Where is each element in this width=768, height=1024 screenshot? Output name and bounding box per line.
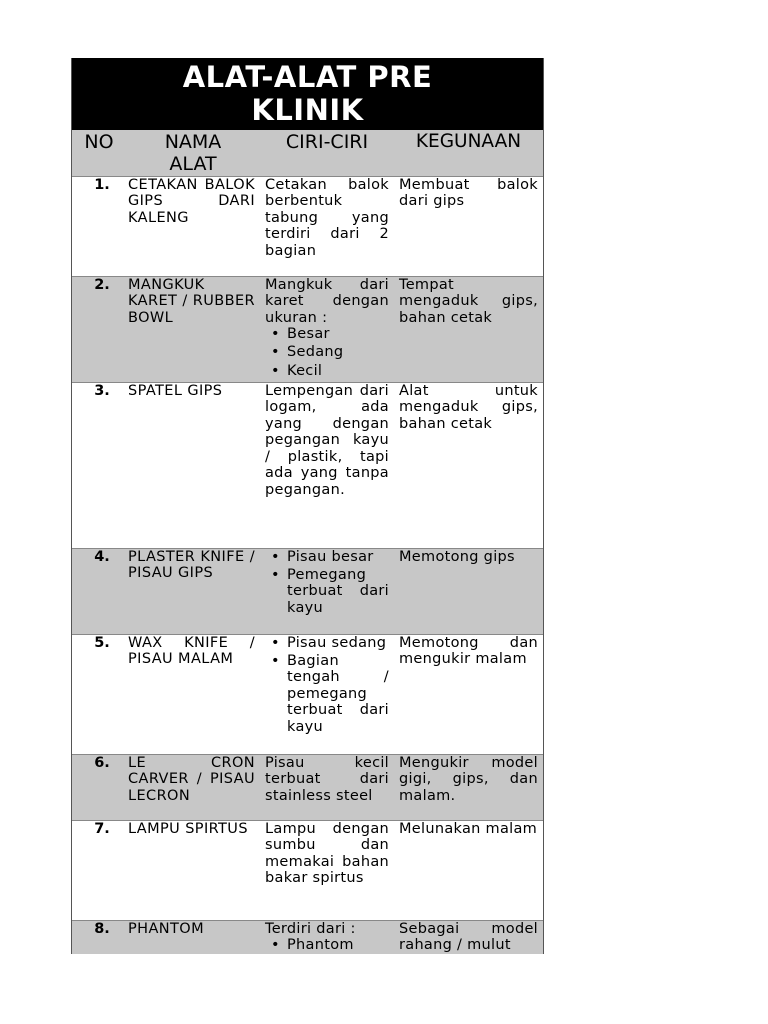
title-line-1: ALAT-ALAT PRE bbox=[182, 60, 433, 94]
table-row bbox=[72, 920, 543, 954]
ciri-intro: Terdiri dari : bbox=[265, 920, 356, 937]
row-number: 7. bbox=[94, 820, 110, 837]
row-nama-alat: SPATEL GIPS bbox=[128, 382, 223, 399]
row-ciri-ciri: Lempengan dari logam, ada yang dengan pegangan kayu / plastik, tapi ada yang tanpa pegangan. bbox=[265, 382, 389, 499]
table-row bbox=[72, 754, 543, 820]
ciri-list-item: • Bagian tengah / pemegang terbuat dari kayu bbox=[287, 653, 389, 736]
ciri-list-item: • Sedang bbox=[287, 344, 389, 361]
ciri-list-item: • Kecil bbox=[287, 363, 389, 380]
header-kegunaan: KEGUNAAN bbox=[415, 131, 522, 152]
table-row bbox=[72, 276, 543, 382]
instrument-table bbox=[72, 130, 543, 954]
ciri-list-item: • Phantom bbox=[287, 937, 389, 954]
row-ciri-ciri: Pisau kecil terbuat dari stainless steel bbox=[265, 754, 389, 804]
row-ciri-ciri bbox=[260, 920, 394, 954]
document-page bbox=[71, 58, 544, 954]
ciri-list-item: • Pisau besar bbox=[287, 549, 389, 566]
row-ciri-ciri bbox=[260, 548, 394, 634]
ciri-intro: Mangkuk dari karet dengan ukuran : bbox=[265, 276, 389, 326]
table-row bbox=[72, 820, 543, 920]
row-ciri-ciri: Lampu dengan sumbu dan memakai bahan bakar spirtus bbox=[265, 820, 389, 887]
row-number: 1. bbox=[94, 176, 110, 193]
header-no: NO bbox=[84, 131, 114, 153]
row-number: 4. bbox=[94, 548, 110, 565]
table-row bbox=[72, 548, 543, 634]
row-nama-alat: PHANTOM bbox=[128, 920, 204, 937]
row-nama-alat: MANGKUK KARET / RUBBER BOWL bbox=[128, 276, 255, 326]
row-kegunaan: Melunakan malam bbox=[399, 820, 538, 837]
row-ciri-ciri: Cetakan balok berbentuk tabung yang terdiri dari 2 bagian bbox=[265, 176, 389, 259]
ciri-list-item: • Pemegang terbuat dari kayu bbox=[287, 567, 389, 617]
row-kegunaan: Mengukir model gigi, gips, dan malam. bbox=[399, 754, 538, 804]
row-kegunaan: Membuat balok dari gips bbox=[399, 176, 538, 210]
row-ciri-ciri bbox=[260, 276, 394, 382]
table-row bbox=[72, 176, 543, 276]
row-nama-alat: LE CRON CARVER / PISAU LECRON bbox=[128, 754, 255, 804]
row-number: 3. bbox=[94, 382, 110, 399]
row-ciri-ciri bbox=[260, 634, 394, 754]
ciri-list bbox=[265, 937, 389, 954]
row-nama-alat: WAX KNIFE / PISAU MALAM bbox=[128, 634, 255, 668]
row-kegunaan: Alat untuk mengaduk gips, bahan cetak bbox=[399, 382, 538, 432]
row-nama-alat: LAMPU SPIRTUS bbox=[128, 820, 248, 837]
header-nama-alat: NAMA ALAT bbox=[164, 131, 222, 175]
row-kegunaan: Sebagai model rahang / mulut bbox=[399, 920, 538, 954]
page-title bbox=[72, 58, 543, 130]
ciri-list-item: • Besar bbox=[287, 326, 389, 343]
row-nama-alat: CETAKAN BALOK GIPS DARI KALENG bbox=[128, 176, 255, 226]
header-ciri-ciri: CIRI-CIRI bbox=[285, 131, 369, 153]
ciri-list-item: • Pisau sedang bbox=[287, 635, 389, 652]
row-kegunaan: Tempat mengaduk gips, bahan cetak bbox=[399, 276, 538, 326]
row-nama-alat: PLASTER KNIFE / PISAU GIPS bbox=[128, 548, 255, 582]
row-kegunaan: Memotong dan mengukir malam bbox=[399, 634, 538, 668]
row-number: 6. bbox=[94, 754, 110, 771]
row-number: 2. bbox=[94, 276, 110, 293]
row-number: 5. bbox=[94, 634, 110, 651]
title-line-2: KLINIK bbox=[251, 93, 364, 127]
table-header-row bbox=[72, 130, 543, 176]
ciri-list bbox=[265, 549, 389, 617]
row-kegunaan: Memotong gips bbox=[399, 548, 515, 565]
ciri-list bbox=[265, 635, 389, 736]
table-row bbox=[72, 634, 543, 754]
ciri-list bbox=[265, 326, 389, 379]
row-number: 8. bbox=[94, 920, 110, 937]
table-row bbox=[72, 382, 543, 548]
